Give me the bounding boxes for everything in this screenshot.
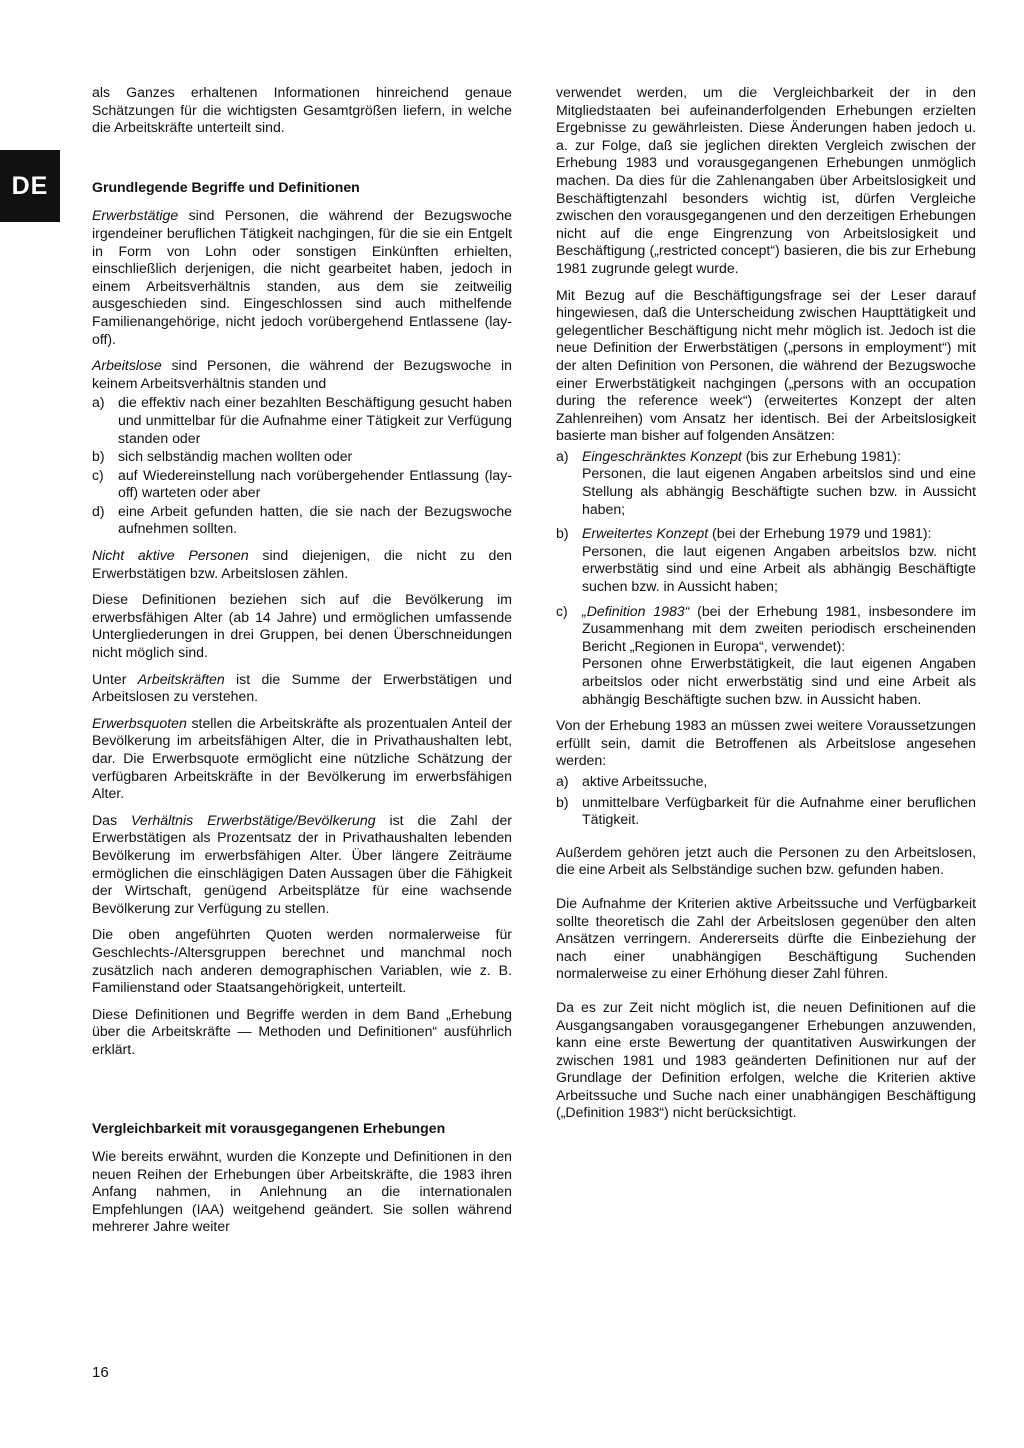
text-arbeitskraefte-pre: Unter <box>92 670 138 687</box>
intro-paragraph: als Ganzes erhaltenen Informationen hinreichend genaue Schätzungen für die wichtigsten Gesamtgrößen liefern, in welche die Arbeitskräfte unterteilt sind. <box>92 84 512 136</box>
paragraph-beschaeftigungsfrage: Mit Bezug auf die Beschäftigungsfrage sei der Leser darauf hingewiesen, daß die Unterscheidung zwischen Haupttätigkeit und gelegentlicher Beschäftigung nicht mehr möglich ist. Jedoch ist die neue Definition der Erwerbstätigen („persons in employment“) mit der alten Definition von Personen, die während der Bezugswoche einer Erwerbstätigkeit nachgingen („persons with an occupation during the reference week“) (erweitertes Konzept der alten Zahlenreihen) vom Ansatz her identisch. Bei der Arbeitslosigkeit basierte man bisher auf folgenden Ansätzen: <box>556 286 976 444</box>
language-tab: DE <box>0 150 60 222</box>
paragraph-erwerbsquoten <box>92 715 512 803</box>
text-verhaeltnis: ist die Zahl der Erwerbstätigen als Prozentsatz der in Privathaushalten lebenden Bevölkerung im erwerbsfähigen Alter. Über längere Zeiträume ermöglichen die einschlägigen Daten Aussagen über die Fähigkeit der Wirtschaft, genügend Arbeitsplätze für eine wachsende Bevölkerung zur Verfügung zu stellen. <box>92 811 513 916</box>
concept-text <box>582 525 976 595</box>
concept-desc: Personen, die laut eigenen Angaben arbeitslos sind und eine Stellung als abhängig Beschäftigte suchen bzw. in Aussicht haben; <box>582 465 976 517</box>
section-heading-comparability: Vergleichbarkeit mit vorausgegangenen Erhebungen <box>92 1119 446 1136</box>
concept-label: c) <box>556 602 568 619</box>
list-item <box>92 503 512 538</box>
paragraph-band: Diese Definitionen und Begriffe werden in dem Band „Erhebung über die Arbeitskräfte — Methoden und Definitionen“ ausführlich erklärt. <box>92 1005 512 1057</box>
text-erwerbstaetige: sind Personen, die während der Bezugswoche irgendeiner beruflichen Tätigkeit nachgingen, für die sie ein Entgelt in Form von Lohn oder sonstigen Einkünften erhielten, einschließlich derjenigen, die nicht gearbeitet haben, jedoch in einem Arbeitsverhältnis standen, aus dem sie zeitweilig ausgeschieden sind. Eingeschlossen sind auch mithelfende Familienangehörige, nicht jedoch vorübergehend Entlassene (lay-off). <box>92 207 512 347</box>
condition-item <box>556 794 976 829</box>
term-verhaeltnis: Verhältnis Erwerbstätige/Bevölkerung <box>131 811 376 828</box>
condition-text: aktive Arbeitssuche, <box>582 772 708 789</box>
list-text: sich selbständig machen wollten oder <box>118 448 353 465</box>
paragraph-aufnahme: Die Aufnahme der Kriterien aktive Arbeitssuche und Verfügbarkeit sollte theoretisch die Zahl der Arbeitslosen gegenüber den alten Ansätzen verringern. Andererseits dürfte die Einbeziehung der nach einer unabhängigen Beschäftigung Suchenden normalerweise zu einer Erhöhung dieser Zahl führen. <box>556 894 976 982</box>
term-arbeitslose: Arbeitslose <box>92 357 162 374</box>
concept-after: (bei der Erhebung 1981, insbesondere im Zusammenhang mit dem zweiten periodisch erscheinenden Bericht „Regionen in Europa“, verwendet): <box>582 602 976 654</box>
text-arbeitslose: sind Personen, die während der Bezugswoche in keinem Arbeitsverhältnis standen und <box>92 357 512 391</box>
concept-text <box>582 603 976 709</box>
concept-item <box>556 448 976 518</box>
concept-term: Eingeschränktes Konzept <box>582 447 742 464</box>
paragraph-arbeitskraefte <box>92 671 512 706</box>
concept-term: Erweitertes Konzept <box>582 525 709 542</box>
paragraph-voraussetzungen: Von der Erhebung 1983 an müssen zwei weitere Voraussetzungen erfüllt sein, damit die Betroffenen als Arbeitslose angesehen werden: <box>556 717 976 769</box>
paragraph-zur-zeit: Da es zur Zeit nicht möglich ist, die neuen Definitionen auf die Ausgangsangaben vorausgegangener Erhebungen anzuwenden, kann eine erste Bewertung der quantitativen Auswirkungen der zwischen 1981 und 1983 geänderten Definitionen nur auf der Grundlage der Definition erfolgen, welche die Kriterien aktive Arbeitssuche und Suche nach einer unabhängigen Beschäftigung („Definition 1983“) nicht berücksichtigt. <box>556 998 976 1121</box>
concept-item <box>556 603 976 709</box>
concept-item <box>556 525 976 595</box>
paragraph-nicht-aktive <box>92 547 512 582</box>
paragraph-verhaeltnis <box>92 812 512 918</box>
condition-item <box>556 773 976 791</box>
list-text: die effektiv nach einer bezahlten Beschäftigung gesucht haben und unmittelbar für die Aufnahme einer Tätigkeit zur Verfügung standen oder <box>118 394 512 446</box>
text-nicht-aktive: sind diejenigen, die nicht zu den Erwerbstätigen bzw. Arbeitslosen zählen. <box>92 547 512 581</box>
list-label: d) <box>92 502 105 519</box>
paragraph-arbeitslose <box>92 357 512 392</box>
list-label: b) <box>92 448 105 465</box>
page-number: 16 <box>92 1364 109 1381</box>
list-item <box>92 448 512 466</box>
list-text: auf Wiedereinstellung nach vorübergehender Entlassung (lay-off) warteten oder aber <box>118 466 512 501</box>
paragraph-ausserdem: Außerdem gehören jetzt auch die Personen zu den Arbeitslosen, die eine Arbeit als Selbständige suchen bzw. gefunden haben. <box>556 843 976 878</box>
concept-after: (bei der Erhebung 1979 und 1981): <box>708 525 932 542</box>
paragraph-definitionen: Diese Definitionen beziehen sich auf die Bevölkerung im erwerbsfähigen Alter (ab 14 Jahre) und ermöglichen umfassende Untergliederungen in drei Gruppen, bei denen Überschneidungen nicht möglich sind. <box>92 591 512 661</box>
left-column <box>92 84 512 1245</box>
concept-term: „Definition 1983“ <box>582 602 690 619</box>
list-label: c) <box>92 466 104 483</box>
condition-label: b) <box>556 793 569 810</box>
list-label: a) <box>92 394 105 411</box>
concept-label: b) <box>556 525 569 542</box>
section-heading-definitions: Grundlegende Begriffe und Definitionen <box>92 178 360 195</box>
concept-after: (bis zur Erhebung 1981): <box>741 447 901 464</box>
concept-label: a) <box>556 447 569 464</box>
concept-text <box>582 448 976 518</box>
list-text: eine Arbeit gefunden hatten, die sie nach der Bezugswoche aufnehmen sollten. <box>118 502 512 537</box>
paragraph-verwendet: verwendet werden, um die Vergleichbarkeit der in den Mitgliedstaaten bei aufeinanderfolgenden Erhebungen erzielten Ergebnisse zu gewährleisten. Diese Änderungen haben jedoch u. a. zur Folge, daß sie jeglichen direkten Vergleich zwischen der Erhebung 1983 und vorausgegangenen Erhebungen unmöglich machen. Da dies für die Zahlenangaben über Arbeitslosigkeit und Beschäftigtenzahl besonders wichtig ist, dürfen Vergleiche zwischen den vorausgegangenen und den derzeitigen Erhebungen nicht auf die enge Eingrenzung von Arbeitslosigkeit und Beschäftigung („restricted concept“) basieren, die bis zur Erhebung 1981 zugrunde gelegt wurde. <box>556 84 976 276</box>
term-erwerbsquoten: Erwerbsquoten <box>92 714 187 731</box>
list-item <box>92 394 512 447</box>
concept-desc: Personen, die laut eigenen Angaben arbeitslos bzw. nicht erwerbstätig sind und eine Arbeit als abhängig Beschäftigte suchen bzw. in Aussicht haben; <box>582 542 976 595</box>
right-column <box>556 84 976 1131</box>
text-verhaeltnis-pre: Das <box>92 811 132 828</box>
condition-label: a) <box>556 772 569 789</box>
text-erwerbsquoten: stellen die Arbeitskräfte als prozentualen Anteil der Bevölkerung im arbeitsfähigen Alter, die in Privathaushalten lebt, dar. Die Erwerbsquote ermöglicht eine nützliche Schätzung der verfügbaren Arbeitskräfte in der Bevölkerung im erwerbsfähigen Alter. <box>92 714 512 802</box>
list-item <box>92 467 512 502</box>
term-arbeitskraefte: Arbeitskräften <box>137 670 225 687</box>
paragraph-erwerbstaetige <box>92 207 512 348</box>
condition-text: unmittelbare Verfügbarkeit für die Aufnahme einer beruflichen Tätigkeit. <box>582 793 976 828</box>
concept-desc: Personen ohne Erwerbstätigkeit, die laut eigenen Angaben arbeitslos oder nicht erwerbstätig sind und eine Arbeit als abhängig Beschäftigte suchen bzw. in Aussicht haben. <box>582 655 976 707</box>
text-arbeitskraefte: ist die Summe der Erwerbstätigen und Arbeitslosen zu verstehen. <box>92 670 512 705</box>
term-erwerbstaetige: Erwerbstätige <box>92 207 179 224</box>
paragraph-wie: Wie bereits erwähnt, wurden die Konzepte und Definitionen in den neuen Reihen der Erhebungen über Arbeitskräfte, die 1983 ihren Anfang nahmen, in Anlehnung an die internationalen Empfehlungen (IAA) weitgehend geändert. Sie sollen während mehrerer Jahre weiter <box>92 1148 512 1235</box>
paragraph-quoten: Die oben angeführten Quoten werden normalerweise für Geschlechts-/Altersgruppen berechnet und manchmal noch zusätzlich nach anderen demographischen Variablen, wie z. B. Familienstand oder Staatsangehörigkeit, unterteilt. <box>92 926 512 996</box>
term-nicht-aktive: Nicht aktive Personen <box>92 547 249 564</box>
